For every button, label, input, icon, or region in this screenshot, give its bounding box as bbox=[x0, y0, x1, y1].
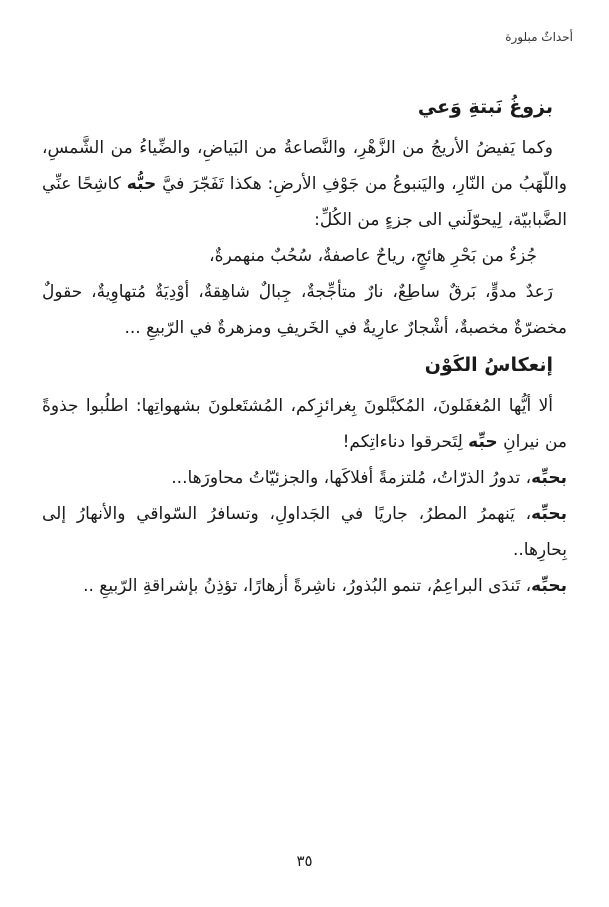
paragraph-1-text-a: وكما يَفيضُ الأريجُ من الزَّهْرِ، والنَّصاعةُ من البَياضِ، والضِّياءُ من الشَّمسِ، واللّهَبُ من النّارِ، واليَنبوعُ من جَوْفِ الأرضِ: هكذا تَفَجّرَ فيَّ bbox=[42, 138, 567, 194]
paragraph-4-text-b: لِتَحرقوا دناءاتِكم! bbox=[342, 432, 469, 452]
paragraph-7-bold: بحبِّه bbox=[531, 576, 567, 596]
paragraph-4-text-a: ألا أيُّها المُغفَلونَ، المُكبَّلونَ بِغرائزِكم، المُشتَعلونَ بشهواتِها: اطلُبوا جذوةً من نيرانِ bbox=[42, 396, 567, 452]
paragraph-3 bbox=[42, 274, 567, 346]
section-title-2: إنعكاسُ الكَوْن bbox=[424, 354, 553, 376]
page-number: ٣٥ bbox=[296, 852, 313, 870]
paragraph-7-text: ، تَندَى البراعِمُ، تنمو البُذورُ، ناشِرةً أزهارًا، تؤذِنُ بإشراقةِ الرّبيعِ .. bbox=[83, 576, 532, 596]
paragraph-1-bold: حبُّه bbox=[126, 174, 157, 194]
paragraph-5-text: ، تدورُ الذرّاتُ، مُلتزمةً أفلاكَها، والجزئيّاتُ محاورَها... bbox=[171, 468, 532, 488]
paragraph-4-bold: حبِّه bbox=[468, 432, 498, 452]
paragraph-6-text: ، يَنهمرُ المطرُ، جاريًا في الجَداولِ، وتسافرُ السّواقي والأنهارُ إلى بِحارِها.. bbox=[42, 504, 567, 560]
paragraph-2-text: جُزءٌ من بَحْرِ هائجٍ، رياحٌ عاصفةٌ، سُحُبٌ منهمرةٌ، bbox=[209, 246, 537, 266]
running-header: أحداثٌ مبلورة bbox=[505, 30, 573, 44]
paragraph-1 bbox=[42, 130, 567, 238]
paragraph-5 bbox=[42, 460, 567, 496]
paragraph-2 bbox=[42, 238, 567, 274]
text-block bbox=[42, 92, 567, 604]
paragraph-6 bbox=[42, 496, 567, 568]
paragraph-6-bold: بحبِّه bbox=[531, 504, 567, 524]
paragraph-7 bbox=[42, 568, 567, 604]
paragraph-4 bbox=[42, 388, 567, 460]
section-title-1: بزوغُ نَبتةِ وَعي bbox=[417, 96, 553, 118]
paragraph-3-text: رَعدٌ مدوٍّ، بَرقٌ ساطِعٌ، نارٌ متأجِّجةٌ، جِبالٌ شاهِقةٌ، أوْدِيَةٌ مُتهاوِيةٌ، حقولٌ مخضرّةٌ مخصبةٌ، أشْجارٌ عارِيةٌ في الخَريفِ ومزهرةٌ في الرّبيعِ ... bbox=[42, 282, 567, 338]
paragraph-1-text-b: كاشِحًا عنِّي الضَّبابيّة، لِيحوّلَني الى جزءٍ من الكُلِّ: bbox=[42, 174, 567, 230]
paragraph-5-bold: بحبِّه bbox=[531, 468, 567, 488]
